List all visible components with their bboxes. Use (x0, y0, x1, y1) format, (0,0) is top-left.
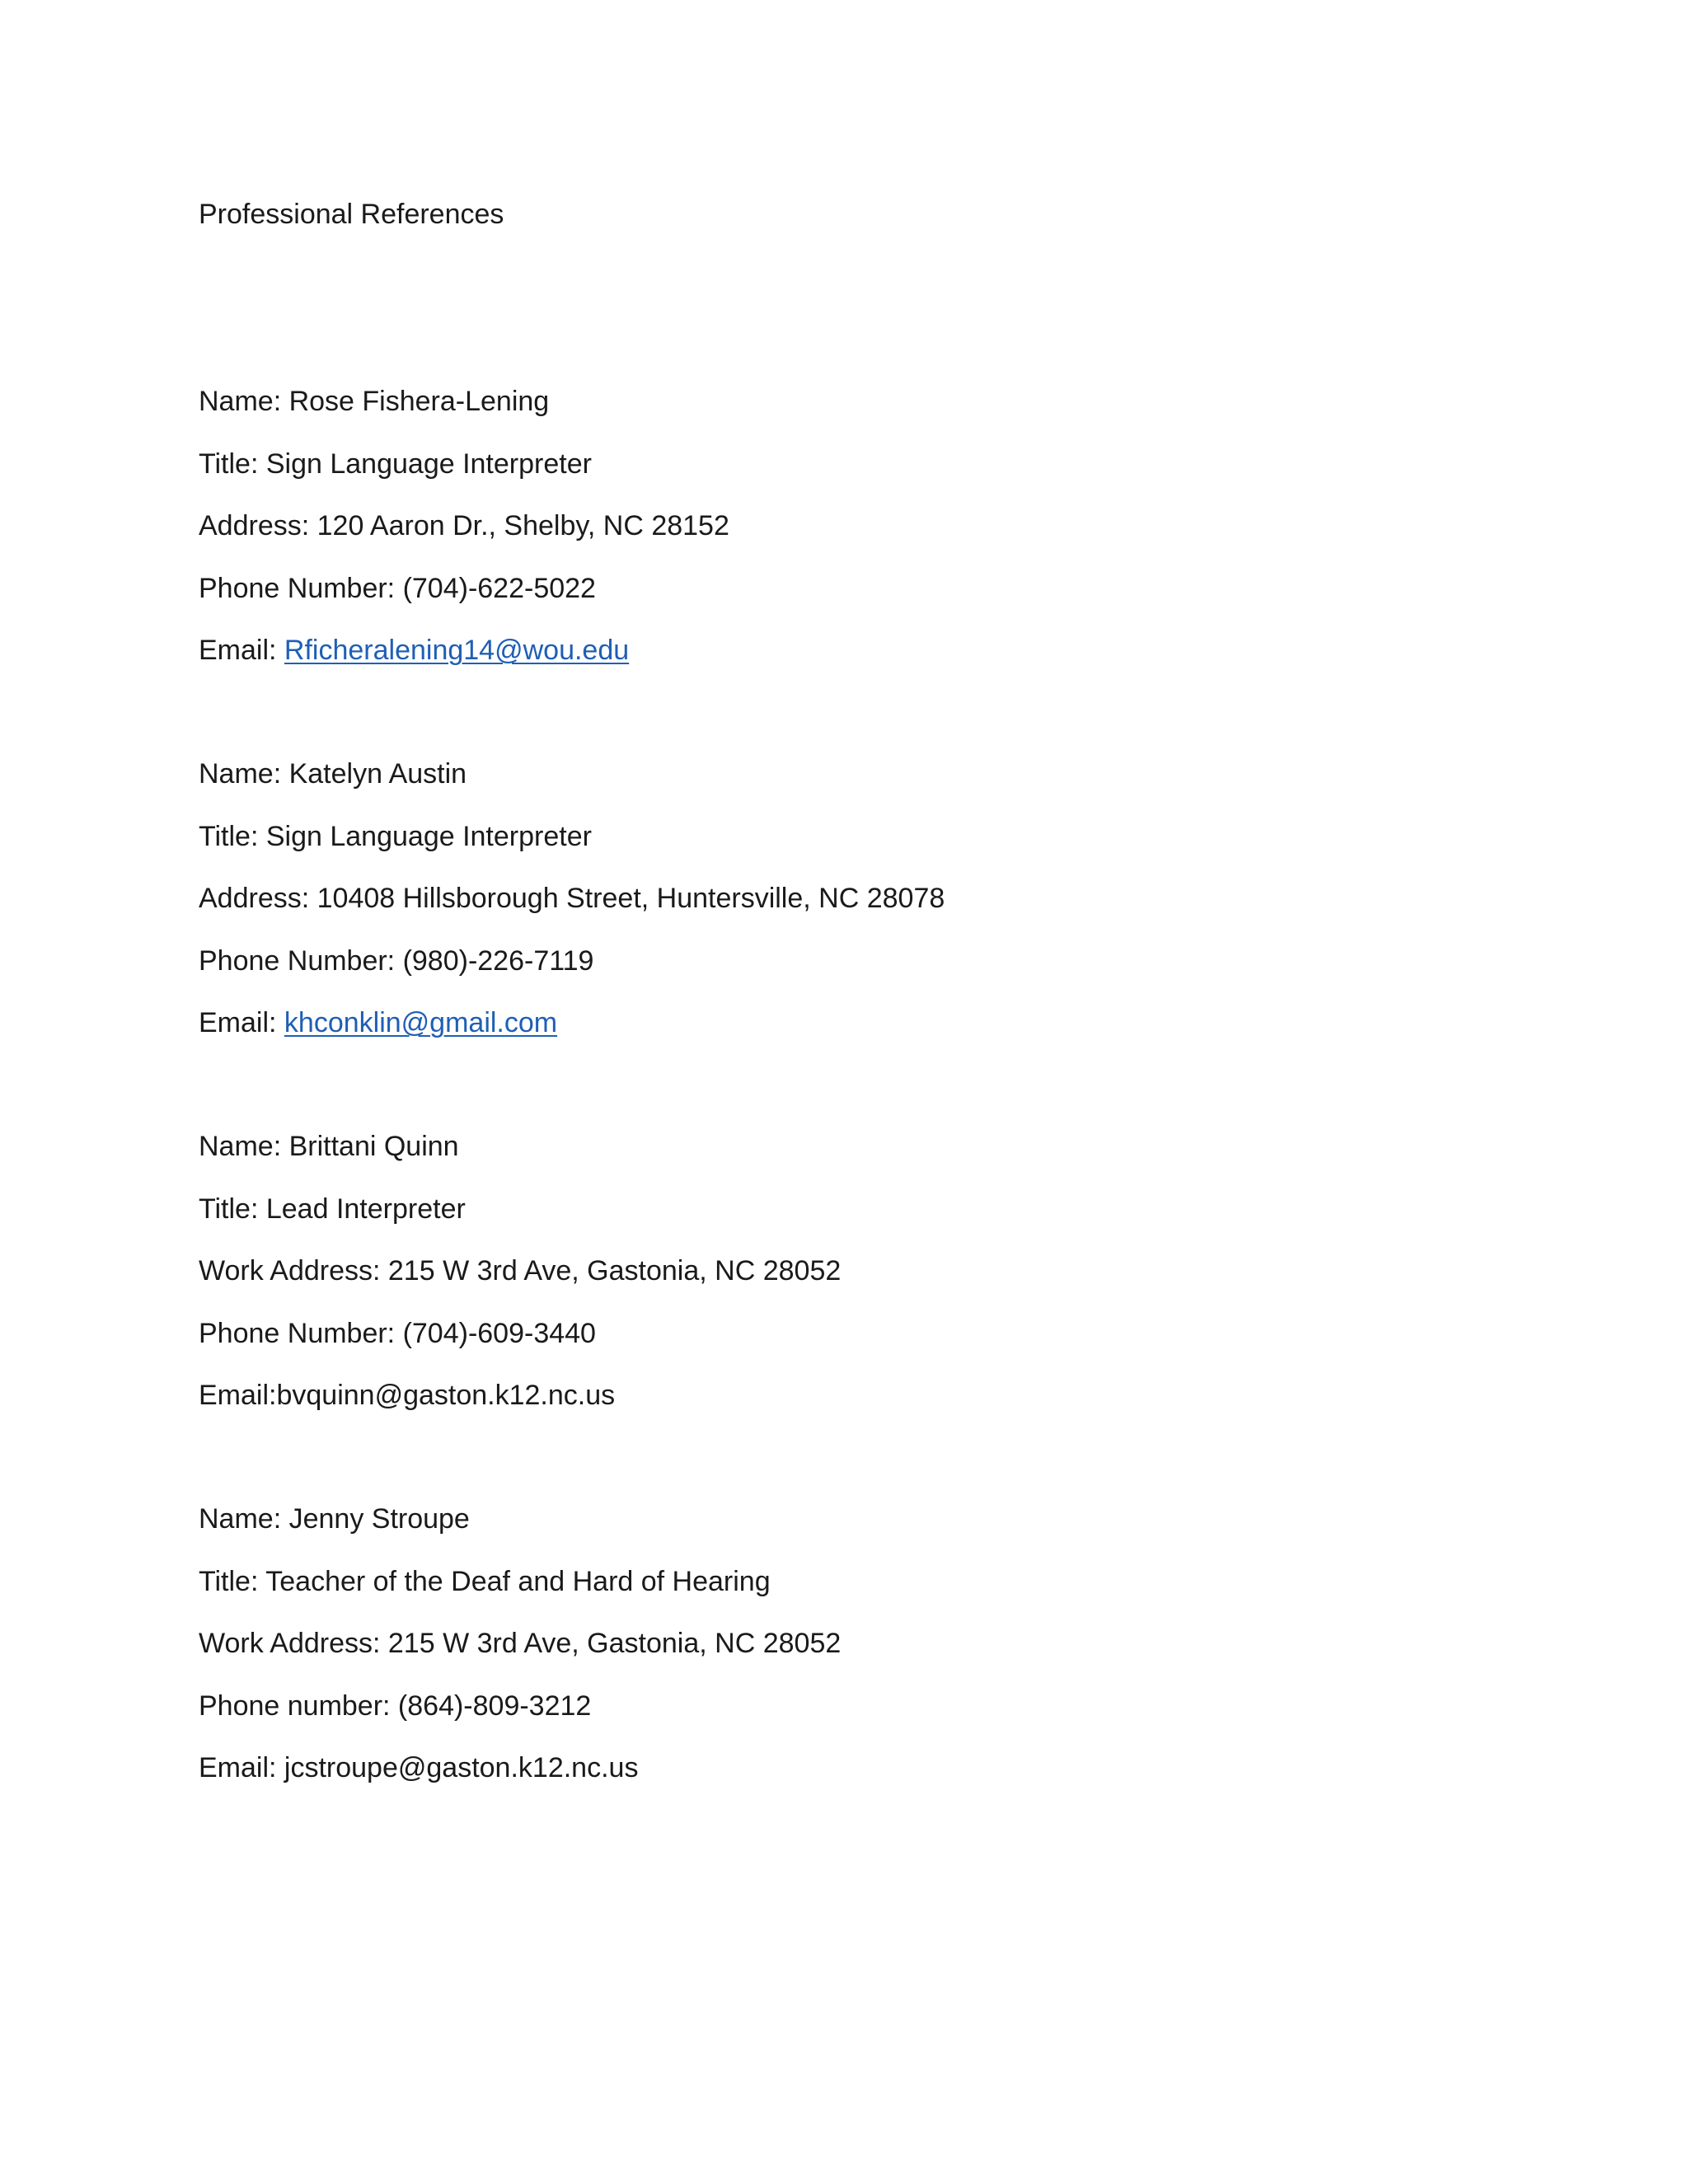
reference-1-email-label: Email: (199, 635, 284, 666)
reference-1-email-link[interactable]: Rficheralening14@wou.edu (284, 635, 630, 666)
reference-1-phone: Phone Number: (704)-622-5022 (199, 573, 596, 604)
reference-2-email-line (199, 1005, 557, 1041)
reference-3-name: Name: Brittani Quinn (199, 1131, 459, 1162)
reference-2-name: Name: Katelyn Austin (199, 758, 467, 790)
reference-2-address: Address: 10408 Hillsborough Street, Huntersville, NC 28078 (199, 883, 945, 914)
reference-2-title: Title: Sign Language Interpreter (199, 821, 592, 852)
reference-2-phone: Phone Number: (980)-226-7119 (199, 945, 594, 977)
reference-3-title: Title: Lead Interpreter (199, 1193, 466, 1225)
reference-1-name: Name: Rose Fishera-Lening (199, 386, 550, 417)
reference-4-name: Name: Jenny Stroupe (199, 1503, 470, 1535)
reference-3-address: Work Address: 215 W 3rd Ave, Gastonia, NC 28052 (199, 1255, 842, 1286)
reference-4-title: Title: Teacher of the Deaf and Hard of Hearing (199, 1566, 771, 1597)
document-title: Professional References (199, 199, 504, 230)
reference-3-email: Email:bvquinn@gaston.k12.nc.us (199, 1380, 616, 1411)
reference-4-email: Email: jcstroupe@gaston.k12.nc.us (199, 1752, 639, 1783)
reference-1-email-line (199, 632, 629, 668)
reference-4-phone: Phone number: (864)-809-3212 (199, 1690, 592, 1722)
reference-3-phone: Phone Number: (704)-609-3440 (199, 1318, 596, 1349)
reference-1-title: Title: Sign Language Interpreter (199, 448, 592, 480)
reference-2-email-link[interactable]: khconklin@gmail.com (284, 1007, 558, 1038)
reference-4-address: Work Address: 215 W 3rd Ave, Gastonia, NC 28052 (199, 1628, 842, 1659)
reference-2-email-label: Email: (199, 1007, 284, 1038)
reference-1-address: Address: 120 Aaron Dr., Shelby, NC 28152 (199, 510, 729, 541)
